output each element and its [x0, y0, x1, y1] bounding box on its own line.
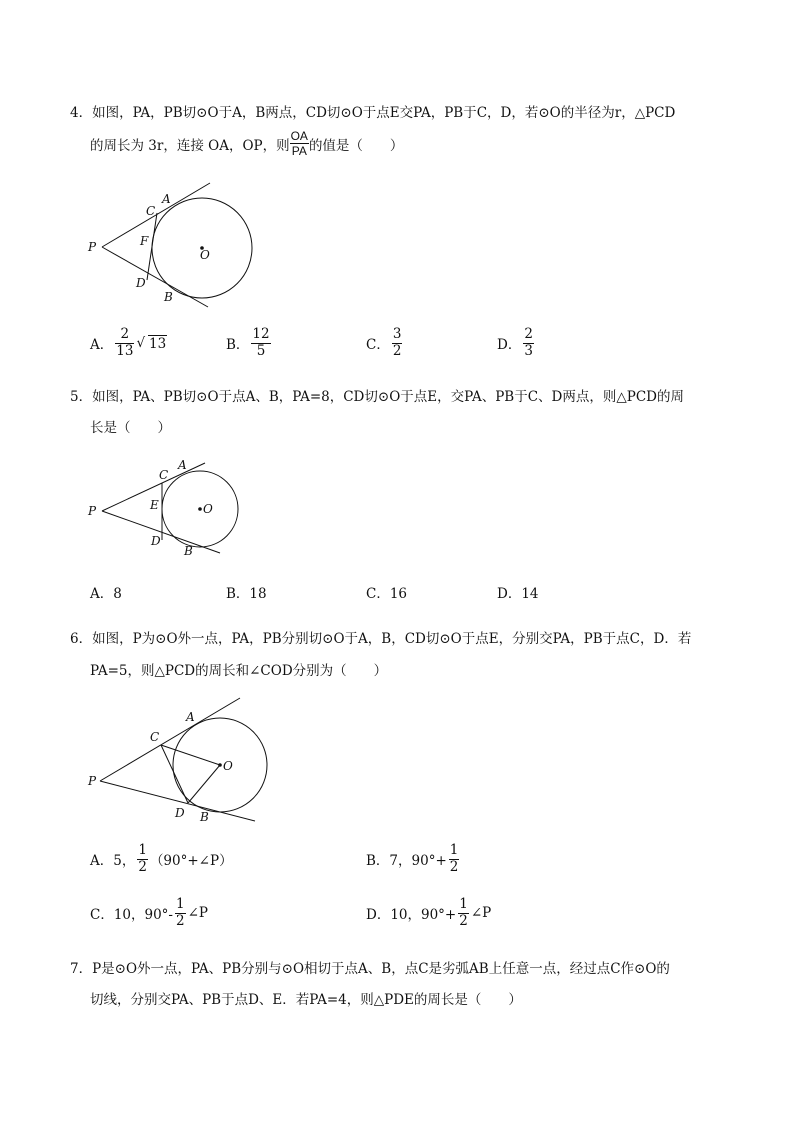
- q6-label-b: B: [200, 810, 209, 824]
- q5-label-p: P: [88, 504, 97, 518]
- q4-option-d-den: 3: [524, 342, 533, 359]
- q6-option-c-pre: C．10，90°-: [90, 907, 173, 923]
- q4-option-b: [226, 328, 271, 358]
- q6-line1: 6．如图，P为⊙O外一点，PA，PB分别切⊙O于A，B，CD切⊙O于点E，分别交PA，PB于点C，D．若: [70, 631, 692, 647]
- q5-label-o: O: [203, 502, 213, 516]
- q6-option-d: [366, 898, 491, 928]
- q5-label-a: A: [178, 458, 187, 472]
- q6-option-d-post: ∠P: [470, 905, 492, 921]
- q4-label-c: C: [146, 204, 156, 218]
- q6-option-a-pre: A．5，: [90, 853, 136, 869]
- q4-option-c-num: 3: [392, 326, 402, 342]
- q4-option-a-den: 13: [116, 342, 134, 359]
- q4-option-c-frac: [392, 328, 403, 358]
- q5-label-c: C: [159, 468, 169, 482]
- q4-option-a: [90, 328, 167, 358]
- q5-option-c: C．16: [366, 586, 408, 602]
- q5-option-a: A．8: [90, 586, 122, 602]
- q6-option-a-frac: [137, 844, 148, 874]
- q5-tangent-pb: [102, 511, 220, 553]
- q4-label-d: D: [136, 276, 146, 290]
- q5-line1: 5．如图，PA、PB切⊙O于点A、B，PA=8，CD切⊙O于点E，交PA、PB于C、D两点，则△PCD的周: [70, 389, 684, 405]
- q6-option-d-num: 1: [459, 896, 468, 912]
- q5-option-d: D．14: [497, 586, 539, 602]
- q4-label-o: O: [200, 248, 210, 262]
- q4-option-c-letter: C．: [366, 337, 390, 353]
- q4-frac-num: OA: [290, 129, 308, 143]
- q7-line1: 7．P是⊙O外一点，PA、PB分别与⊙O相切于点A、B，点C是劣弧AB上任意一点，经过点C作⊙O的: [70, 961, 670, 977]
- q4-figure: [80, 175, 270, 315]
- q4-label-p: P: [88, 240, 97, 254]
- q6-label-a: A: [186, 710, 195, 724]
- q6-option-b-den: 2: [449, 858, 459, 875]
- q6-option-b-num: 1: [449, 842, 459, 858]
- q4-option-a-letter: A．: [90, 337, 114, 353]
- q6-option-d-frac: [458, 898, 469, 928]
- q6-option-b-pre: B．7，90°+: [366, 853, 447, 869]
- q6-option-c-num: 1: [176, 896, 185, 912]
- q5-figure: [80, 455, 250, 560]
- q4-fraction: [290, 130, 309, 157]
- q6-option-d-den: 2: [459, 912, 468, 929]
- q6-figure: [80, 693, 270, 828]
- q4-line2-pre: 的周长为 3r，连接 OA，OP，则: [90, 137, 290, 154]
- q6-label-d: D: [175, 806, 185, 820]
- q4-option-d: [497, 328, 534, 358]
- q6-center-dot: [218, 763, 222, 767]
- q4-option-d-letter: D．: [497, 337, 522, 353]
- q5-label-b: B: [184, 544, 193, 558]
- q6-tangent-pa: [100, 698, 240, 781]
- q4-tangent-pb: [102, 247, 208, 307]
- q4-option-a-frac: [115, 328, 134, 358]
- q4-label-b: B: [164, 290, 173, 304]
- q6-label-c: C: [150, 730, 160, 744]
- sqrt-icon: √: [136, 335, 146, 351]
- q4-tangent-cd: [147, 213, 157, 280]
- q6-label-p: P: [88, 774, 97, 788]
- q5-label-d: D: [151, 534, 161, 548]
- q4-option-b-den: 5: [256, 342, 266, 359]
- q4-frac-den: PA: [291, 144, 307, 158]
- q6-label-o: O: [223, 759, 233, 773]
- q4-label-f: F: [140, 234, 149, 248]
- q4-option-c: [366, 328, 402, 358]
- q5-option-b: B．18: [226, 586, 267, 602]
- q7-line2: 切线，分别交PA、PB于点D、E．若PA=4，则△PDE的周长是（ ）: [90, 992, 522, 1008]
- q6-option-c-post: ∠P: [187, 905, 208, 921]
- q4-option-a-radicand: 13: [149, 335, 167, 352]
- q4-option-d-num: 2: [524, 326, 533, 342]
- q4-option-b-frac: [251, 328, 270, 358]
- q4-line1: 4．如图，PA，PB切⊙O于A，B两点，CD切⊙O于点E交PA，PB于C，D，若⊙O的半径为r，△PCD: [70, 105, 676, 121]
- q4-label-a: A: [162, 192, 171, 206]
- q6-segment-do: [188, 765, 220, 803]
- q5-line2: 长是（ ）: [90, 420, 171, 436]
- q6-option-b: [366, 844, 459, 874]
- q5-label-e: E: [150, 498, 159, 512]
- q6-option-a: [90, 844, 233, 874]
- q6-option-b-frac: [449, 844, 460, 874]
- q5-center-dot: [198, 507, 202, 511]
- q6-option-d-pre: D．10，90°+: [366, 907, 457, 923]
- q4-option-c-den: 2: [392, 342, 402, 359]
- q6-option-c-frac: [175, 898, 186, 928]
- q6-segment-co: [161, 745, 220, 765]
- q6-option-a-den: 2: [138, 858, 147, 875]
- q6-option-a-post: （90°+∠P）: [149, 853, 233, 869]
- q4-tangent-pa: [102, 183, 210, 247]
- q4-line2: [90, 130, 403, 157]
- q6-line2: PA=5，则△PCD的周长和∠COD分别为（ ）: [90, 663, 388, 679]
- q6-option-a-num: 1: [138, 842, 147, 858]
- q6-option-c: [90, 898, 208, 928]
- q6-option-c-den: 2: [176, 912, 185, 929]
- q4-option-b-num: 12: [252, 326, 270, 342]
- q4-line2-post: 的值是（ ）: [308, 137, 404, 154]
- q4-option-a-num: 2: [115, 328, 134, 344]
- q4-option-b-letter: B．: [226, 337, 250, 353]
- q4-option-d-frac: [523, 328, 534, 358]
